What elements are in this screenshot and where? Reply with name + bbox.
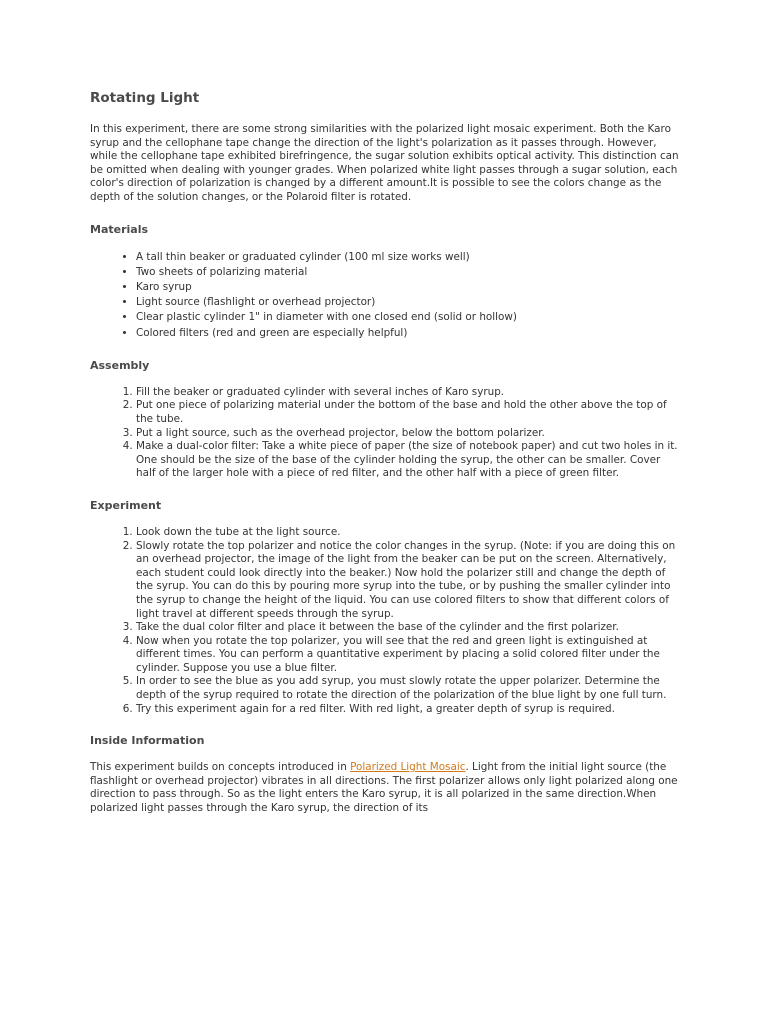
page-title: Rotating Light [90, 90, 200, 106]
list-item: 2. Slowly rotate the top polarizer and notice the color changes in the syrup. (Note: if you are doing this on an overhead projector, the image of the light from the beaker can be put on the screen. Alternatively, each student could look directly into the beaker.) Now hold the polarizer still and change the depth of the syrup. You can do this by pouring more syrup into the tube, or by pushing the smaller cylinder into the syrup to change the height of the liquid. You can use colored filters to show that different colors of light travel at different speeds through the syrup. [136, 540, 682, 622]
list-item: • Colored filters (red and green are especially helpful) [136, 326, 682, 341]
experiment-heading: Experiment [90, 498, 162, 512]
list-item: 3. Take the dual color filter and place it between the base of the cylinder and the first polarizer. [136, 621, 682, 635]
list-item: • Light source (flashlight or overhead projector) [136, 295, 682, 310]
materials-heading: Materials [90, 222, 149, 236]
assembly-list [90, 386, 682, 481]
list-item: • Clear plastic cylinder 1" in diameter with one closed end (solid or hollow) [136, 310, 682, 325]
list-item: 4. Make a dual-color filter: Take a white piece of paper (the size of notebook paper) and cut two holes in it. One should be the size of the base of the cylinder holding the syrup, the other can be smaller. Cover half of the larger hole with a piece of red filter, and the other half with a piece of green filter. [136, 440, 682, 481]
inside-text-before: This experiment builds on concepts introduced in [90, 761, 351, 774]
list-item: 2. Put one piece of polarizing material under the bottom of the base and hold the other above the top of the tube. [136, 399, 682, 426]
experiment-list [90, 526, 682, 716]
list-item: 3. Put a light source, such as the overhead projector, below the bottom polarizer. [136, 427, 682, 441]
list-item: 6. Try this experiment again for a red filter. With red light, a greater depth of syrup is required. [136, 703, 682, 717]
document-page [90, 88, 682, 834]
inside-information-paragraph [90, 761, 682, 815]
list-item: 1. Fill the beaker or graduated cylinder with several inches of Karo syrup. [136, 386, 682, 400]
assembly-heading: Assembly [90, 358, 150, 372]
list-item: • Karo syrup [136, 280, 682, 295]
polarized-light-mosaic-link[interactable]: Polarized Light Mosaic [350, 761, 466, 774]
intro-paragraph: In this experiment, there are some strong similarities with the polarized light mosaic experiment. Both the Karo syrup and the cellophane tape change the direction of the light's polarization as it passes through. However, while the cellophane tape exhibited birefringence, the sugar solution exhibits optical activity. This distinction can be omitted when dealing with younger grades. When polarized white light passes through a sugar solution, each color's direction of polarization is changed by a different amount.It is possible to see the colors change as the depth of the solution changes, or the Polaroid filter is rotated. [90, 123, 679, 203]
inside-information-heading: Inside Information [90, 734, 205, 748]
list-item: • Two sheets of polarizing material [136, 265, 682, 280]
list-item: 1. Look down the tube at the light source. [136, 526, 682, 540]
materials-list [90, 250, 682, 341]
list-item: 4. Now when you rotate the top polarizer, you will see that the red and green light is extinguished at different times. You can perform a quantitative experiment by placing a solid colored filter under the cylinder. Suppose you use a blue filter. [136, 635, 682, 676]
list-item: • A tall thin beaker or graduated cylinder (100 ml size works well) [136, 250, 682, 265]
list-item: 5. In order to see the blue as you add syrup, you must slowly rotate the upper polarizer. Determine the depth of the syrup required to rotate the direction of the polarization of the blue light by one full turn. [136, 675, 682, 702]
inside-text-after: . Light from the initial light source (the flashlight or overhead projector) vibrates in all directions. The first polarizer allows only light polarized along one direction to pass through. So as the light enters the Karo syrup, it is all polarized in the same direction.When polarized light passes through the Karo syrup, the direction of its [90, 761, 678, 815]
